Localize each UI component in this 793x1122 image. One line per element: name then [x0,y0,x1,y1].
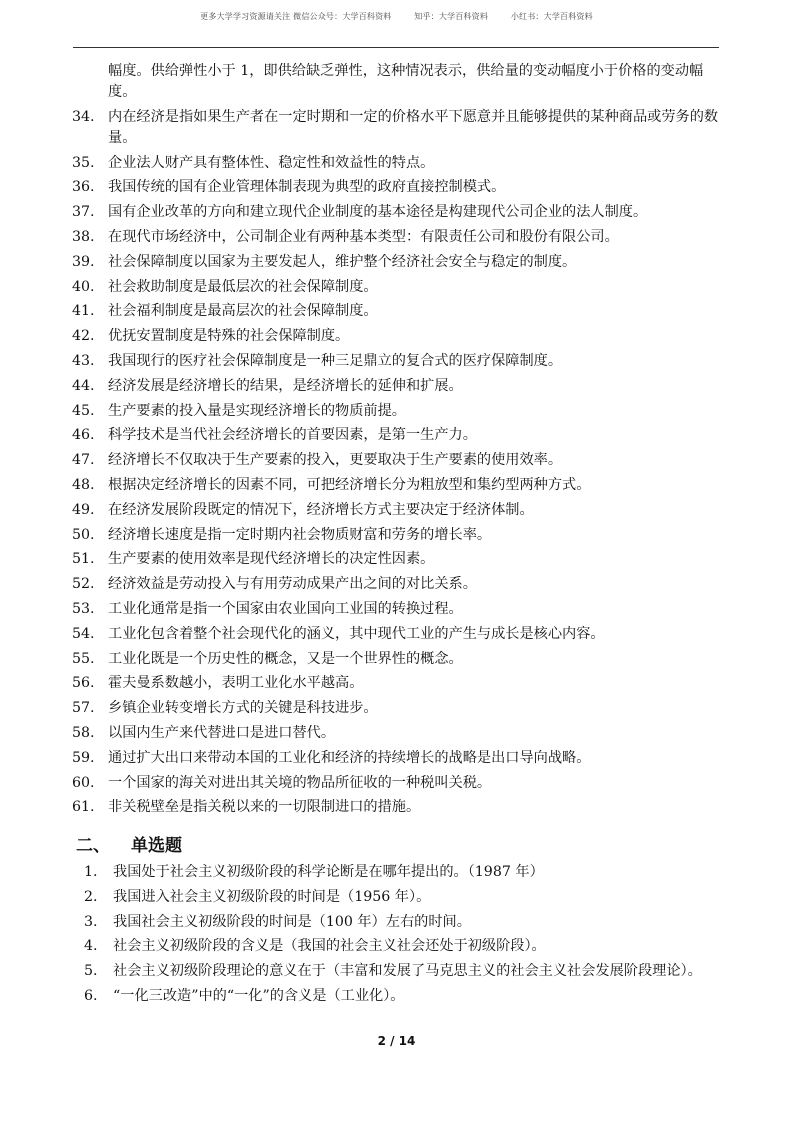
statement-item-number: 44. [72,377,95,394]
question-item-number: 5. [84,963,98,980]
question-item [84,961,724,982]
page-header [0,11,793,22]
statement-item [72,525,722,546]
statement-item-number: 61. [72,799,95,816]
statement-item-text: 优抚安置制度是特殊的社会保障制度。 [108,328,350,345]
statement-item-number: 57. [72,700,95,717]
statement-item-text: 科学技术是当代社会经济增长的首要因素，是第一生产力。 [108,427,477,444]
statement-item [72,376,722,397]
question-item-text: 社会主义初级阶段的含义是（我国的社会主义社会还处于初级阶段）。 [113,938,546,955]
question-item-text: 我国社会主义初级阶段的时间是（100 年）左右的时间。 [113,913,471,930]
statement-item [72,673,722,694]
statement-item-number: 49. [72,501,95,518]
question-item-number: 6. [84,987,98,1004]
statement-item [72,177,722,198]
statement-item-number: 37. [72,204,95,221]
page-number: 2 / 14 [377,1034,416,1048]
question-item [84,936,724,957]
statement-item [72,599,722,620]
question-item [84,986,724,1007]
statement-item-text: 工业化既是一个历史性的概念，又是一个世界性的概念。 [108,650,463,667]
statement-item-text: 以国内生产来代替进口是进口替代。 [108,724,336,741]
statement-item [72,227,722,248]
statement-item-text: 工业化包含着整个社会现代化的涵义，其中现代工业的产生与成长是核心内容。 [108,625,605,642]
statement-item [72,748,722,769]
statement-item-text: 乡镇企业转变增长方式的关键是科技进步。 [108,700,378,717]
statement-item-number: 59. [72,749,95,766]
statement-item-number: 40. [72,278,95,295]
statement-item-text: 非关税壁垒是指关税以来的一切限制进口的措施。 [108,799,421,816]
question-item-number: 3. [84,913,98,930]
multiple-choice-list [84,862,724,1011]
statement-item-number: 42. [72,328,95,345]
statement-item [72,475,722,496]
statement-item [72,574,722,595]
statement-item [72,723,722,744]
statement-item-text: 经济效益是劳动投入与有用劳动成果产出之间的对比关系。 [108,576,477,593]
statement-item-text: 企业法人财产具有整体性、稳定性和效益性的特点。 [108,154,435,171]
statement-item-number: 35. [72,154,95,171]
statement-item-text: 生产要素的投入量是实现经济增长的物质前提。 [108,402,406,419]
statement-item [72,624,722,645]
statement-item-text: 我国传统的国有企业管理体制表现为典型的政府直接控制模式。 [108,179,506,196]
header-xiaohongshu: 小红书：大学百科资料 [510,12,593,21]
question-item [84,887,724,908]
question-item-number: 4. [84,938,98,955]
true-statement-list [72,61,722,822]
header-wechat: 更多大学学习资源请关注 微信公众号：大学百科资料 [200,12,392,21]
statement-item-text: 霍夫曼系数越小，表明工业化水平越高。 [108,675,364,692]
statement-item-number: 52. [72,576,95,593]
statement-item [72,301,722,322]
statement-item [72,500,722,521]
statement-item-text: 在经济发展阶段既定的情况下，经济增长方式主要决定于经济体制。 [108,501,534,518]
statement-item-number: 45. [72,402,95,419]
statement-item-text: 国有企业改革的方向和建立现代企业制度的基本途径是构建现代公司企业的法人制度。 [108,204,648,221]
statement-item-number: 36. [72,179,95,196]
statement-item [72,773,722,794]
statement-item-number: 47. [72,452,95,469]
header-zhihu: 知乎：大学百科资料 [414,12,489,21]
statement-item [72,401,722,422]
statement-item-text: 我国现行的医疗社会保障制度是一种三足鼎立的复合式的医疗保障制度。 [108,352,563,369]
statement-item-number: 53. [72,600,95,617]
statement-item-text: 经济增长速度是指一定时期内社会物质财富和劳务的增长率。 [108,526,492,543]
statement-item [72,153,722,174]
statement-item-number: 34. [72,108,95,125]
statement-item-number: 60. [72,774,95,791]
statement-item-number: 41. [72,303,95,320]
question-item [84,912,724,933]
statement-item [72,277,722,298]
statement-item [72,649,722,670]
statement-item-text: 社会保障制度以国家为主要发起人，维护整个经济社会安全与稳定的制度。 [108,253,577,270]
statement-item-text: 社会救助制度是最低层次的社会保障制度。 [108,278,378,295]
question-item [84,862,724,883]
statement-item-number: 56. [72,675,95,692]
statement-item [72,107,722,149]
header-rule [73,47,719,48]
statement-item [72,351,722,372]
statement-item-text: 通过扩大出口来带动本国的工业化和经济的持续增长的战略是出口导向战略。 [108,749,591,766]
question-item-number: 2. [84,888,98,905]
statement-item-text: 在现代市场经济中，公司制企业有两种基本类型：有限责任公司和股份有限公司。 [108,228,619,245]
statement-item-text: 一个国家的海关对进出其关境的物品所征收的一种税叫关税。 [108,774,492,791]
section-heading [76,831,182,856]
statement-item-number: 43. [72,352,95,369]
statement-item-text: 经济增长不仅取决于生产要素的投入，更要取决于生产要素的使用效率。 [108,452,563,469]
continuation-text: 幅度。供给弹性小于 1，即供给缺乏弹性，这种情况表示，供给量的变动幅度小于价格的变动幅度。 [108,63,704,100]
statement-item-number: 55. [72,650,95,667]
statement-item-text: 生产要素的使用效率是现代经济增长的决定性因素。 [108,551,435,568]
statement-item-number: 54. [72,625,95,642]
statement-item [72,450,722,471]
question-item-text: “一化三改造”中的“一化”的含义是（工业化）。 [113,987,405,1004]
statement-item-text: 根据决定经济增长的因素不同，可把经济增长分为粗放型和集约型两种方式。 [108,476,591,493]
statement-item [72,797,722,818]
section-number: 二、 [76,836,110,856]
statement-item-number: 46. [72,427,95,444]
statement-item-number: 58. [72,724,95,741]
statement-item [72,698,722,719]
statement-item [72,425,722,446]
statement-item-text: 经济发展是经济增长的结果，是经济增长的延伸和扩展。 [108,377,463,394]
question-item-text: 我国处于社会主义初级阶段的科学论断是在哪年提出的。（1987 年） [113,864,544,880]
statement-item-number: 50. [72,526,95,543]
statement-item-number: 51. [72,551,95,568]
statement-item [72,252,722,273]
statement-item [72,326,722,347]
section-title: 单选题 [131,836,182,856]
statement-item-number: 48. [72,476,95,493]
statement-item-number: 39. [72,253,95,270]
statement-item-text: 内在经济是指如果生产者在一定时期和一定的价格水平下愿意并且能够提供的某种商品或劳务的数量。 [108,108,719,146]
question-item-number: 1. [84,864,98,880]
statement-item [72,202,722,223]
statement-item [72,549,722,570]
statement-item-number: 38. [72,228,95,245]
statement-item-text: 工业化通常是指一个国家由农业国向工业国的转换过程。 [108,600,463,617]
question-item-text: 我国进入社会主义初级阶段的时间是（1956 年）。 [113,888,431,905]
question-item-text: 社会主义初级阶段理论的意义在于（丰富和发展了马克思主义的社会主义社会发展阶段理论）。 [113,963,702,980]
statement-item-text: 社会福利制度是最高层次的社会保障制度。 [108,303,378,320]
